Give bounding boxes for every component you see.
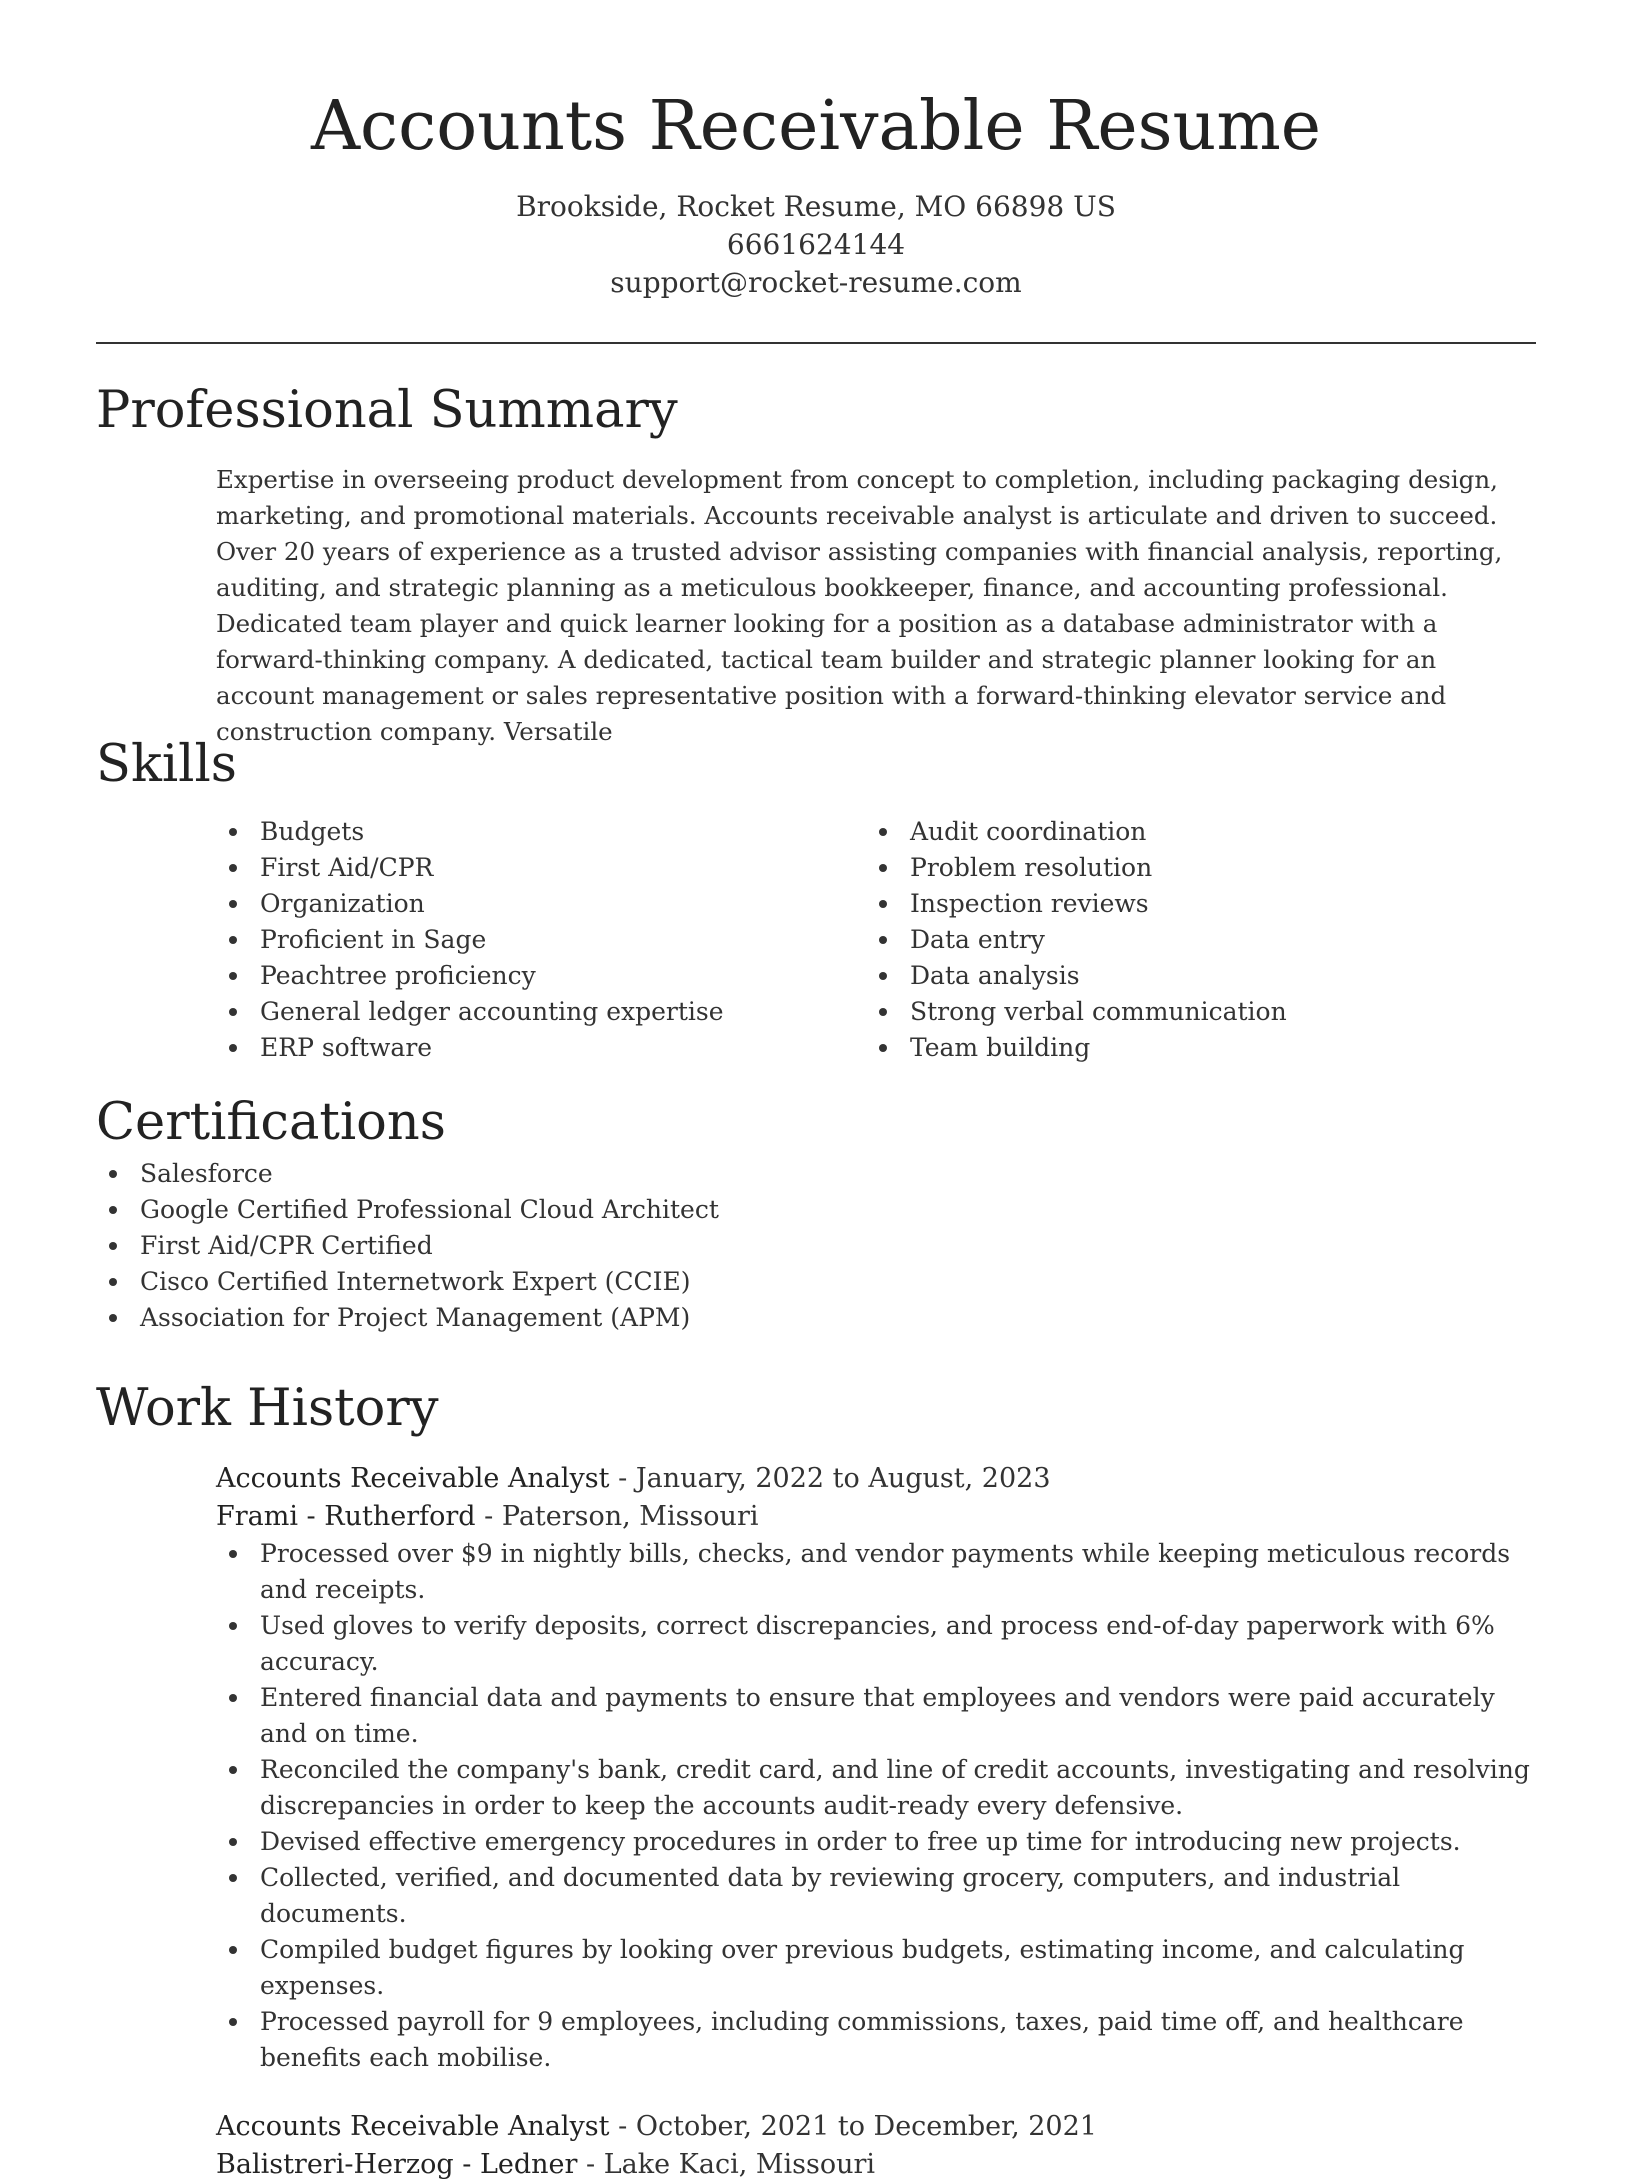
job-title-line (216, 2108, 1536, 2146)
job-company-line (216, 2146, 1536, 2184)
job-role: Accounts Receivable Analyst (216, 1463, 610, 1494)
skill-item: Organization (216, 886, 866, 922)
summary-text: Expertise in overseeing product development from concept to completion, including packaging design, marketing, and promotional materials. Accounts receivable analyst is articulate and driven to succeed. Over 20 years of experience as a trusted advisor assisting companies with financial analysis, reporting, auditing, and strategic planning as a meticulous bookkeeper, finance, and accounting professional. Dedicated team player and quick learner looking for a position as a database administrator with a forward-thinking company. A dedicated, tactical team builder and strategic planner looking for an account management or sales representative position with a forward-thinking elevator service and construction company. Versatile (216, 465, 1503, 746)
skill-item: Inspection reviews (866, 886, 1516, 922)
header-divider (96, 342, 1536, 344)
resume-title: Accounts Receivable Resume (310, 87, 1322, 166)
job-dates: October, 2021 to December, 2021 (635, 2111, 1097, 2142)
skill-item: First Aid/CPR (216, 850, 866, 886)
job-separator: - (618, 1463, 636, 1494)
skills-section (96, 732, 1536, 1066)
skill-item: Peachtree proficiency (216, 958, 866, 994)
job-entry (216, 1460, 1536, 2076)
job-role: Accounts Receivable Analyst (216, 2111, 610, 2142)
skills-list-left (216, 814, 866, 1066)
skill-item: Data analysis (866, 958, 1516, 994)
job-separator: - (618, 2111, 636, 2142)
job-duty: Compiled budget figures by looking over previous budgets, estimating income, and calculating expenses. (216, 1932, 1536, 2004)
job-location: Paterson, Missouri (501, 1501, 759, 1532)
job-entry (216, 2108, 1536, 2184)
job-duty: Processed payroll for 9 employees, including commissions, taxes, paid time off, and healthcare benefits each mobilise. (216, 2004, 1536, 2076)
job-title-line (216, 1460, 1536, 1498)
job-duty: Entered financial data and payments to ensure that employees and vendors were paid accurately and on time. (216, 1680, 1536, 1752)
certification-item: Salesforce (96, 1156, 1536, 1192)
job-duty: Processed over $9 in nightly bills, checks, and vendor payments while keeping meticulous records and receipts. (216, 1536, 1536, 1608)
contact-block (0, 188, 1632, 302)
certification-item: Association for Project Management (APM) (96, 1300, 1536, 1336)
summary-heading: Professional Summary (96, 381, 678, 440)
job-dates: January, 2022 to August, 2023 (635, 1463, 1051, 1494)
certifications-heading: Certifications (96, 1093, 446, 1152)
job-duty: Devised effective emergency procedures in order to free up time for introducing new projects. (216, 1824, 1536, 1860)
skill-item: Data entry (866, 922, 1516, 958)
job-duty: Used gloves to verify deposits, correct discrepancies, and process end-of-day paperwork with 6% accuracy. (216, 1608, 1536, 1680)
skill-item: General ledger accounting expertise (216, 994, 866, 1030)
skill-item: Budgets (216, 814, 866, 850)
summary-section (96, 378, 1536, 750)
certifications-list (96, 1156, 1536, 1336)
job-separator: - (484, 1501, 502, 1532)
resume-header (0, 0, 1632, 302)
job-company-line (216, 1498, 1536, 1536)
skill-item: Audit coordination (866, 814, 1516, 850)
job-duties-list (96, 1536, 1536, 2076)
job-duty: Reconciled the company's bank, credit card, and line of credit accounts, investigating and resolving discrepancies in order to keep the accounts audit-ready every defensive. (216, 1752, 1536, 1824)
certification-item: Cisco Certified Internetwork Expert (CCIE) (96, 1264, 1536, 1300)
contact-address: Brookside, Rocket Resume, MO 66898 US (516, 190, 1116, 223)
contact-phone: 6661624144 (726, 228, 906, 261)
job-duty: Collected, verified, and documented data by reviewing grocery, computers, and industrial documents. (216, 1860, 1536, 1932)
skills-heading: Skills (96, 735, 237, 794)
skill-item: Team building (866, 1030, 1516, 1066)
skill-item: ERP software (216, 1030, 866, 1066)
skill-item: Proficient in Sage (216, 922, 866, 958)
skill-item: Problem resolution (866, 850, 1516, 886)
contact-email: support@rocket-resume.com (610, 266, 1022, 299)
work-history-heading: Work History (96, 1379, 439, 1438)
job-company: Balistreri-Herzog - Ledner (216, 2149, 578, 2180)
job-company: Frami - Rutherford (216, 1501, 476, 1532)
skill-item: Strong verbal communication (866, 994, 1516, 1030)
certifications-section (96, 1090, 1536, 1336)
skills-list-right (866, 814, 1516, 1066)
job-separator: - (586, 2149, 604, 2180)
work-history-section (96, 1376, 1536, 2184)
job-location: Lake Kaci, Missouri (603, 2149, 876, 2180)
certification-item: First Aid/CPR Certified (96, 1228, 1536, 1264)
certification-item: Google Certified Professional Cloud Architect (96, 1192, 1536, 1228)
skills-columns (216, 814, 1536, 1066)
